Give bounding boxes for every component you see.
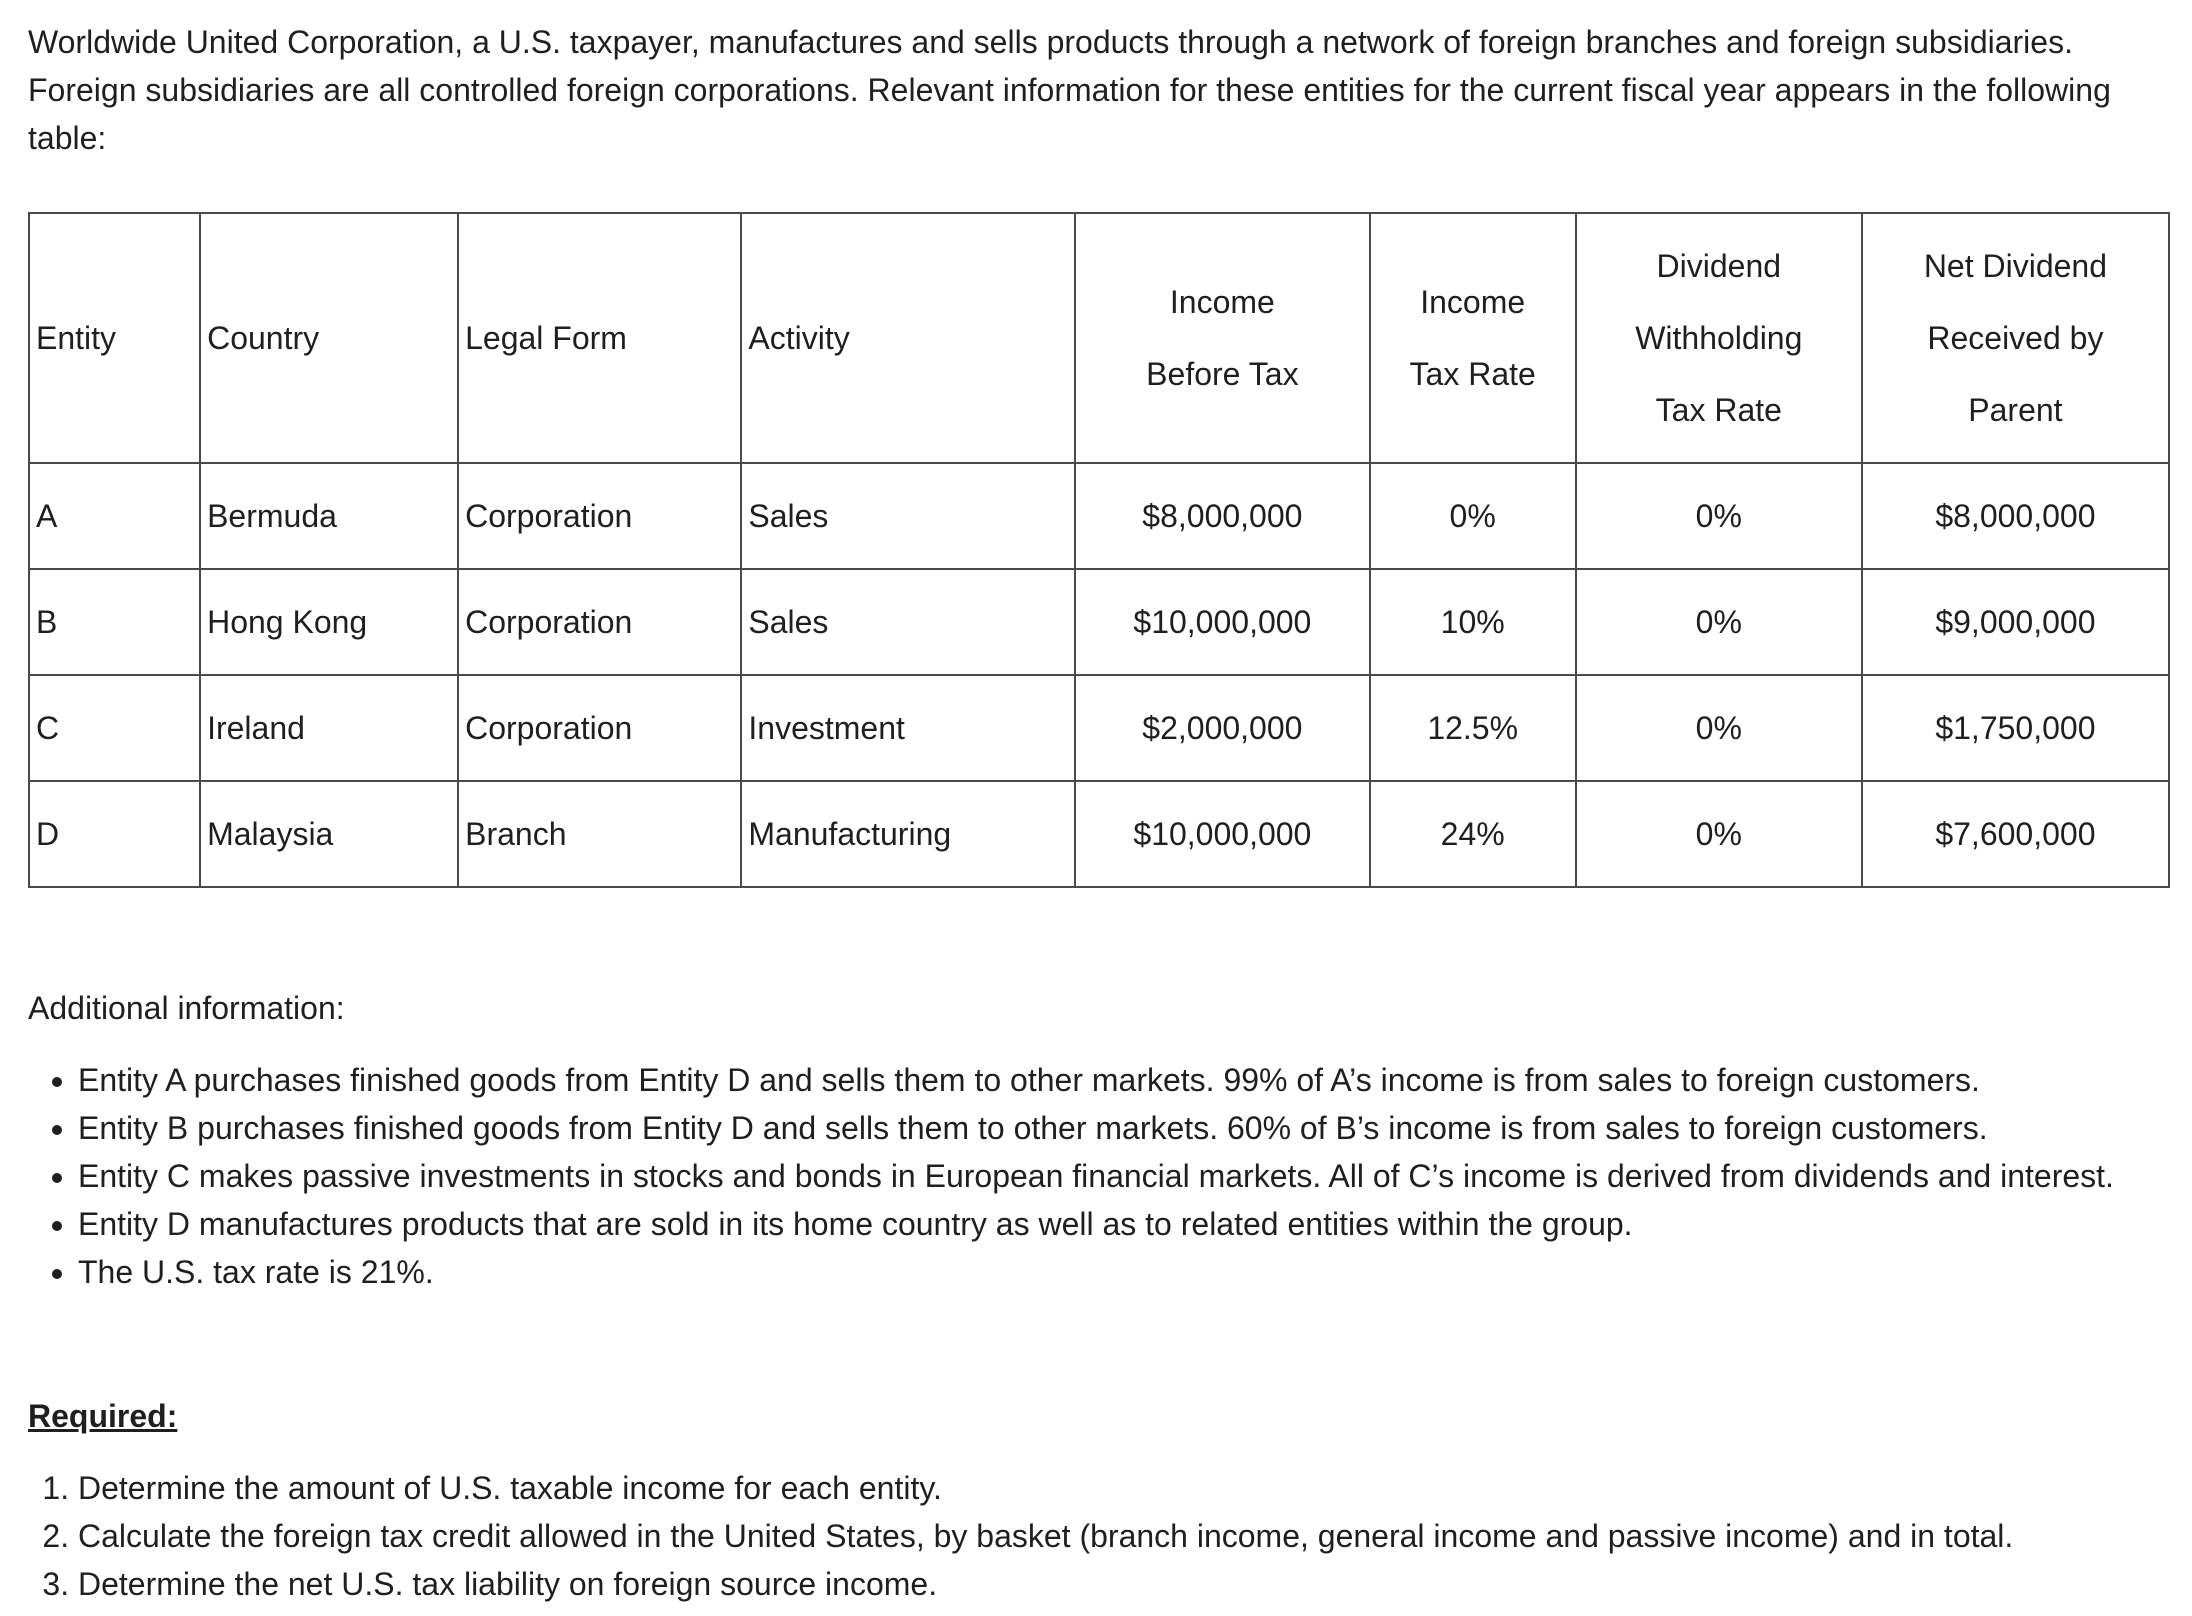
cell-legal-form: Corporation — [458, 463, 741, 569]
cell-net-dividend: $9,000,000 — [1862, 569, 2169, 675]
required-heading: Required: — [28, 1398, 178, 1434]
cell-activity: Manufacturing — [741, 781, 1075, 887]
cell-income-tax-rate: 0% — [1370, 463, 1576, 569]
table-row — [29, 781, 2169, 887]
header-net-dividend-received: Net Dividend Received by Parent — [1862, 213, 2169, 463]
cell-entity: B — [29, 569, 200, 675]
list-item: • Entity B purchases finished goods from Entity D and sells them to other markets. 60% of B’s income is from sales to foreign customers. — [78, 1104, 2114, 1152]
header-entity: Entity — [29, 213, 200, 463]
cell-activity: Sales — [741, 569, 1075, 675]
cell-legal-form: Branch — [458, 781, 741, 887]
header-activity: Activity — [741, 213, 1075, 463]
list-item: • Entity A purchases finished goods from Entity D and sells them to other markets. 99% of A’s income is from sales to foreign customers. — [78, 1056, 2114, 1104]
cell-entity: D — [29, 781, 200, 887]
table-row — [29, 675, 2169, 781]
cell-entity: A — [29, 463, 200, 569]
cell-country: Hong Kong — [200, 569, 458, 675]
cell-activity: Sales — [741, 463, 1075, 569]
cell-withholding-rate: 0% — [1576, 569, 1862, 675]
list-item: • Entity C makes passive investments in stocks and bonds in European financial markets. All of C’s income is derived from dividends and interest. — [78, 1152, 2114, 1200]
cell-country: Bermuda — [200, 463, 458, 569]
cell-activity: Investment — [741, 675, 1075, 781]
cell-withholding-rate: 0% — [1576, 675, 1862, 781]
header-country: Country — [200, 213, 458, 463]
cell-net-dividend: $1,750,000 — [1862, 675, 2169, 781]
table-row — [29, 569, 2169, 675]
cell-income-tax-rate: 10% — [1370, 569, 1576, 675]
cell-income-before-tax: $8,000,000 — [1075, 463, 1369, 569]
list-item: • The U.S. tax rate is 21%. — [78, 1248, 2114, 1296]
cell-net-dividend: $7,600,000 — [1862, 781, 2169, 887]
cell-entity: C — [29, 675, 200, 781]
header-dividend-withholding-tax-rate: Dividend Withholding Tax Rate — [1576, 213, 1862, 463]
list-item: 1. Determine the amount of U.S. taxable income for each entity. — [78, 1464, 2013, 1512]
cell-income-before-tax: $10,000,000 — [1075, 569, 1369, 675]
table-header-row — [29, 213, 2169, 463]
table-row — [29, 463, 2169, 569]
header-income-tax-rate: Income Tax Rate — [1370, 213, 1576, 463]
list-item: • Entity D manufactures products that are sold in its home country as well as to related entities within the group. — [78, 1200, 2114, 1248]
cell-income-tax-rate: 24% — [1370, 781, 1576, 887]
additional-information-list — [28, 1056, 2114, 1296]
required-list — [28, 1464, 2013, 1608]
cell-income-tax-rate: 12.5% — [1370, 675, 1576, 781]
cell-income-before-tax: $2,000,000 — [1075, 675, 1369, 781]
header-income-before-tax: Income Before Tax — [1075, 213, 1369, 463]
list-item: 2. Calculate the foreign tax credit allowed in the United States, by basket (branch income, general income and passive income) and in total. — [78, 1512, 2013, 1560]
cell-country: Ireland — [200, 675, 458, 781]
cell-legal-form: Corporation — [458, 569, 741, 675]
entity-table — [28, 212, 2170, 888]
list-item: 3. Determine the net U.S. tax liability on foreign source income. — [78, 1560, 2013, 1608]
cell-net-dividend: $8,000,000 — [1862, 463, 2169, 569]
cell-withholding-rate: 0% — [1576, 781, 1862, 887]
cell-country: Malaysia — [200, 781, 458, 887]
cell-income-before-tax: $10,000,000 — [1075, 781, 1369, 887]
header-legal-form: Legal Form — [458, 213, 741, 463]
cell-withholding-rate: 0% — [1576, 463, 1862, 569]
intro-paragraph: Worldwide United Corporation, a U.S. taxpayer, manufactures and sells products through a network of foreign branches and foreign subsidiaries. Foreign subsidiaries are all controlled foreign corporations. Relevant information for these entities for the current fiscal year appears in the following table: — [28, 24, 2111, 156]
cell-legal-form: Corporation — [458, 675, 741, 781]
additional-information-heading: Additional information: — [28, 990, 345, 1026]
